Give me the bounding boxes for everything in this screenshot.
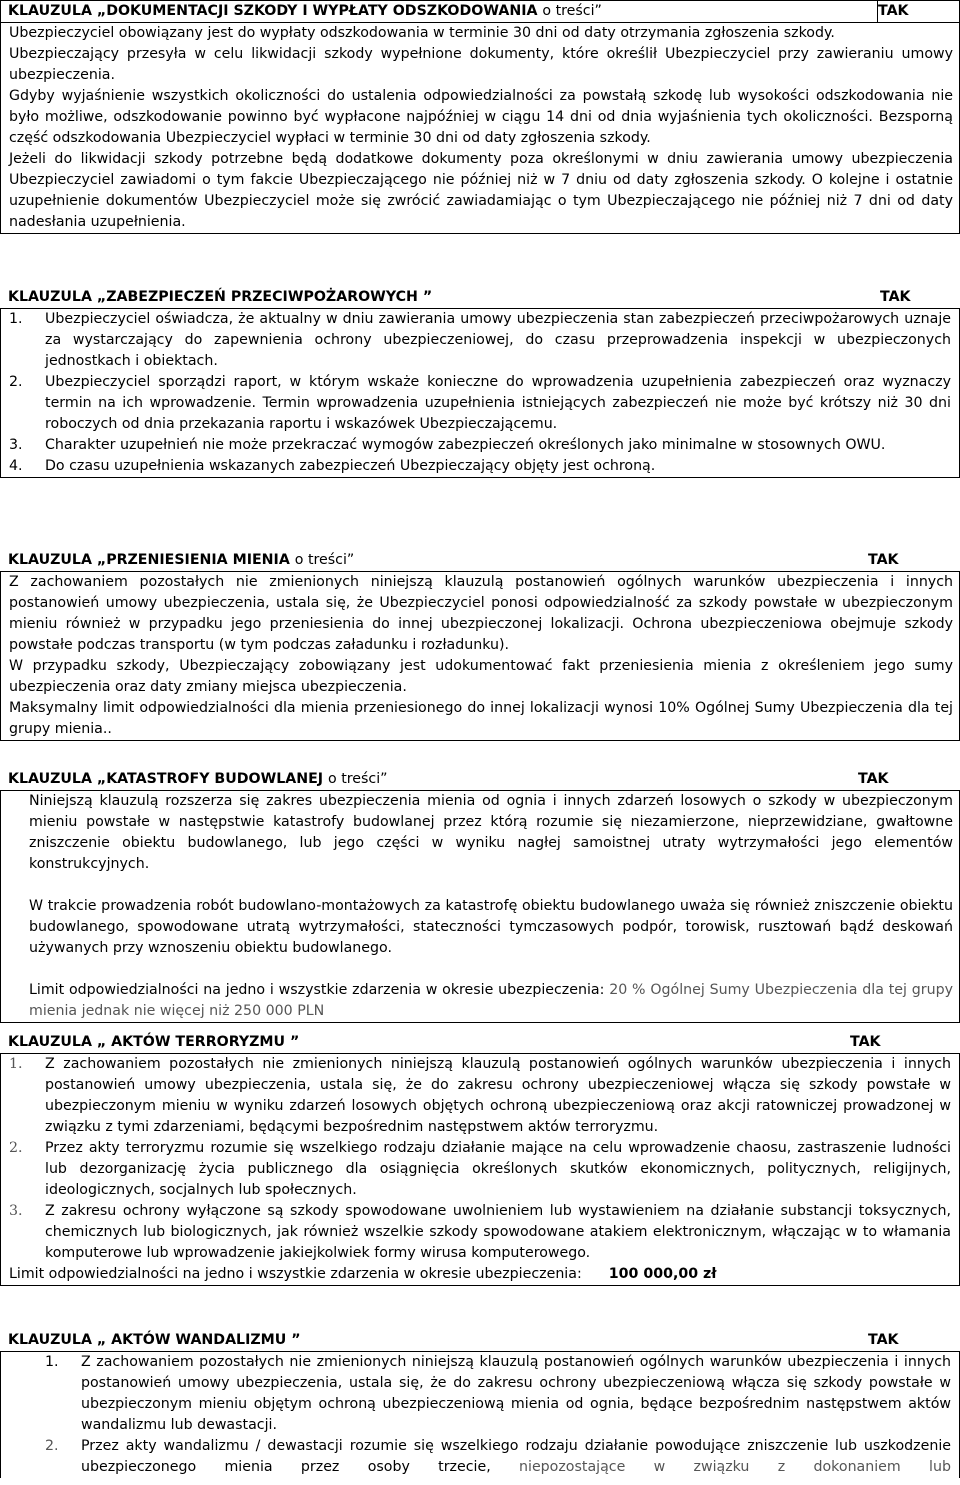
clause-body <box>0 1351 960 1478</box>
list-item: 3. Z zakresu ochrony wyłączone są szkody spowodowane uwolnieniem lub wystawieniem na działanie substancji toksycznych, chemicznych lub biologicznych, jak również wszelkie szkody spowodowane atakiem elektronicznym, włączając w to włamania komputerowe lub wprowadzenie jakiejkolwiek formy wirusa komputerowego. <box>9 1203 951 1261</box>
list-item: 2. Ubezpieczyciel sporządzi raport, w którym wskaże konieczne do wprowadzenia uzupełnienia zabezpieczeń oraz wyznaczy termin na ich wprowadzenie. Termin wprowadzenia uzupełnienia istniejących zabezpieczeń nie może być krótszy niż 30 dni roboczych od dnia przekazania raportu i wskazówek Ubezpieczającemu. <box>9 374 951 432</box>
clause-title: KLAUZULA „ AKTÓW TERRORYZMU ” <box>8 1034 300 1050</box>
clause-vandalism <box>0 1330 960 1478</box>
clause-status: TAK <box>858 771 889 787</box>
clause-property-relocation <box>0 550 960 741</box>
paragraph: Z zachowaniem pozostałych nie zmienionych niniejszą klauzulą postanowień ogólnych warunków ubezpieczenia i innych postanowień umowy ubezpieczenia, ustala się, że Ubezpieczyciel ponosi odpowiedzialność za szkody powstałe w ubezpieczonym mieniu również w przypadku jego przeniesienia do innej ubezpieczonej lokalizacji. Ochrona ubezpieczeniowa obejmuje szkody powstałe podczas transportu (w tym podczas załadunku i rozładunku). <box>9 574 953 653</box>
clause-building-disaster <box>0 769 960 1023</box>
clause-status: TAK <box>880 289 911 305</box>
paragraph: W trakcie prowadzenia robót budowlano-montażowych za katastrofę obiektu budowlanego uważa się również zniszczenie obiektu budowlanego, spowodowane utratą wytrzymałości, stateczności tymczasowych podpór, torowisk, rusztowań bądź deskowań używanych przy wznoszeniu obiektu budowlanego. <box>29 898 953 956</box>
clause-header <box>0 550 960 571</box>
paragraph: Ubezpieczający przesyła w celu likwidacji szkody wypełnione dokumenty, które określił Ubezpieczyciel przy zawieraniu umowy ubezpieczenia. <box>9 46 953 83</box>
clause-fire-protection <box>0 287 960 478</box>
clause-terrorism <box>0 1032 960 1286</box>
paragraph: W przypadku szkody, Ubezpieczający zobowiązany jest udokumentować fakt przeniesienia mienia z określeniem jego sumy ubezpieczenia oraz daty zmiany miejsca ubezpieczenia. <box>9 658 953 695</box>
clause-title: KLAUZULA „KATASTROFY BUDOWLANEJ o treści” <box>8 771 388 787</box>
paragraph: Jeżeli do likwidacji szkody potrzebne będą dodatkowe dokumenty poza określonymi w dniu zawierania umowy ubezpieczenia Ubezpieczyciel zawiadomi o tym fakcie Ubezpieczającego nie później niż w 7 dniu od daty zgłoszenia szkody. O kolejne i ostatnie uzupełnienie dokumentów Ubezpieczyciel może się zwrócić zawiadamiając o tym Ubezpieczającego nie później niż 7 dni od daty nadesłania uzupełnienia. <box>9 151 953 230</box>
clause-documentation <box>0 0 960 234</box>
list-item: 2. Przez akty wandalizmu / dewastacji rozumie się wszelkiego rodzaju działanie powodujące zniszczenie lub uszkodzenie ubezpieczonego mienia przez osoby trzecie, niepozostające w związku z dokonaniem lub <box>45 1438 951 1475</box>
clause-header <box>0 1032 960 1053</box>
list-item: 1. Z zachowaniem pozostałych nie zmienionych niniejszą klauzulą postanowień ogólnych warunków ubezpieczenia i innych postanowień umowy ubezpieczenia, ustala się, że do zakresu ochrony ubezpieczeniową włącza się szkody powstałe w ubezpieczonym mieniu objętym ochroną ubezpieczeniową mienia od ognia, będące bezpośrednim następstwem aktów wandalizmu lub dewastacji. <box>45 1354 951 1433</box>
paragraph: Maksymalny limit odpowiedzialności dla mienia przeniesionego do innej lokalizacji wynosi 10% Ogólnej Sumy Ubezpieczenia dla tej grupy mienia.. <box>9 700 953 737</box>
paragraph: Niniejszą klauzulą rozszerza się zakres ubezpieczenia mienia od ognia i innych zdarzeń losowych o szkody w ubezpieczonym mieniu powstałe w następstwie katastrofy budowlanej przez którą rozumie się niezamierzone, nieprzewidziane, gwałtowne zniszczenie obiektu budowlanego, lub jego części w wyniku nagłej samoistnej utraty wytrzymałości jego elementów konstrukcyjnych. <box>29 793 953 872</box>
paragraph: Gdyby wyjaśnienie wszystkich okoliczności do ustalenia odpowiedzialności za powstałą szkodę lub wysokości odszkodowania nie było możliwe, odszkodowanie powinno być wypłacone najpóźniej w ciągu 14 dni od dnia wyjaśnienia tych okoliczności. Bezsporną część odszkodowania Ubezpieczyciel wypłaci w terminie 30 dni od daty zgłoszenia szkody. <box>9 88 953 146</box>
clause-body <box>0 23 960 234</box>
clause-header <box>0 0 960 23</box>
clause-header <box>0 769 960 790</box>
paragraph: Ubezpieczyciel obowiązany jest do wypłaty odszkodowania w terminie 30 dni od daty otrzymania zgłoszenia szkody. <box>9 25 835 41</box>
clause-status: TAK <box>850 1034 881 1050</box>
clause-header <box>0 1330 960 1351</box>
clause-status: TAK <box>868 552 899 568</box>
clause-title: KLAUZULA „DOKUMENTACJI SZKODY I WYPŁATY ODSZKODOWANIA o treści” <box>1 1 878 23</box>
clause-body <box>0 1053 960 1286</box>
list-item: 1. Ubezpieczyciel oświadcza, że aktualny w dniu zawierania umowy ubezpieczenia stan zabezpieczeń przeciwpożarowych uznaje za wystarczający do zapewnienia ochrony ubezpieczeniowej, do czasu przeprowadzenia inspekcji w ubezpieczonych jednostkach i obiektach. <box>9 311 951 369</box>
clause-status: TAK <box>878 1 960 23</box>
clause-title: KLAUZULA „ZABEZPIECZEŃ PRZECIWPOŻAROWYCH ” <box>8 289 433 305</box>
clause-body <box>0 571 960 741</box>
clause-body <box>0 308 960 478</box>
limit-paragraph: Limit odpowiedzialności na jedno i wszystkie zdarzenia w okresie ubezpieczenia: 100 000,00 zł <box>9 1266 717 1282</box>
list-item: 1. Z zachowaniem pozostałych nie zmienionych niniejszą klauzulą postanowień ogólnych warunków ubezpieczenia i innych postanowień umowy ubezpieczenia, ustala się, że do zakresu ochrony ubezpieczeniowej włącza się szkody powstałe w ubezpieczonym mieniu w wyniku zdarzeń losowych objętych ochroną ubezpieczeniową oraz akcji ratowniczej prowadzonej w związku z tymi zdarzeniami, będącymi bezpośrednim następstwem aktów terroryzmu. <box>9 1056 951 1135</box>
list-item: 2. Przez akty terroryzmu rozumie się wszelkiego rodzaju działanie mające na celu wprowadzenie chaosu, zastraszenie ludności lub dezorganizację życia publicznego dla osiągnięcia określonych skutków ekonomicznych, politycznych, religijnych, ideologicznych, socjalnych lub społecznych. <box>9 1140 951 1198</box>
list-item: 4. Do czasu uzupełnienia wskazanych zabezpieczeń Ubezpieczający objęty jest ochroną. <box>9 458 656 474</box>
limit-paragraph: Limit odpowiedzialności na jedno i wszystkie zdarzenia w okresie ubezpieczenia: 20 % Ogólnej Sumy Ubezpieczenia dla tej grupy mienia jednak nie więcej niż 250 000 PLN <box>29 982 954 1019</box>
clause-status: TAK <box>868 1332 899 1348</box>
clause-title: KLAUZULA „PRZENIESIENIA MIENIA o treści” <box>8 552 355 568</box>
clause-title: KLAUZULA „ AKTÓW WANDALIZMU ” <box>8 1332 301 1348</box>
list-item: 3. Charakter uzupełnień nie może przekraczać wymogów zabezpieczeń określonych jako minimalne w stosownych OWU. <box>9 437 886 453</box>
clause-header <box>0 287 960 308</box>
clause-body <box>0 790 960 1023</box>
